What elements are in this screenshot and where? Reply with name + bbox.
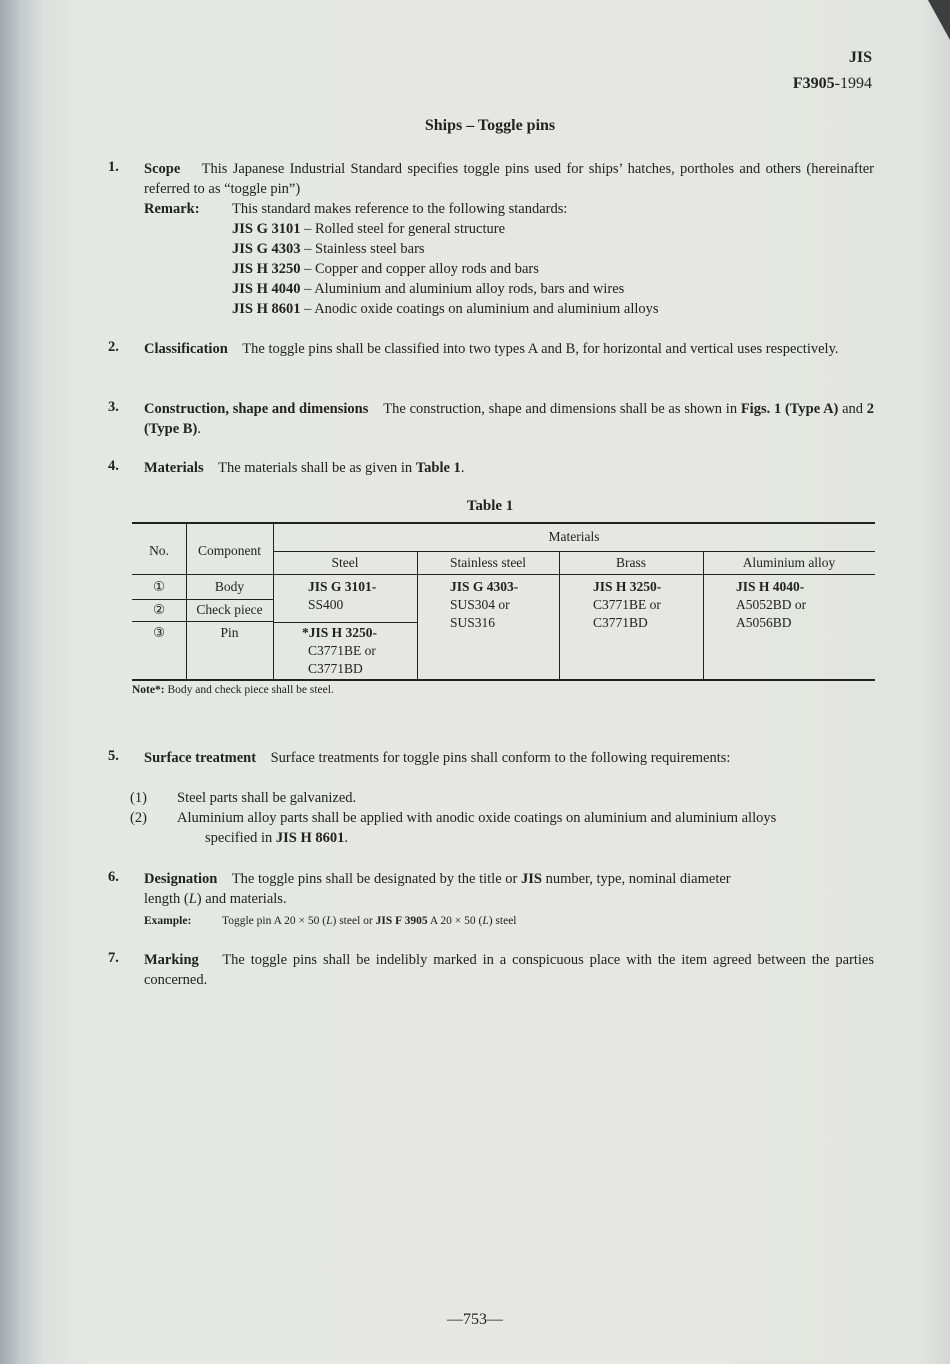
page-number: —753—	[447, 1311, 503, 1328]
page-title: Ships – Toggle pins	[424, 117, 556, 134]
list-item-text: Steel parts shall be galvanized.	[177, 790, 357, 806]
list-item-number: (2)	[130, 810, 147, 826]
stainless-material: JIS G 4303- SUS304 or SUS316	[450, 579, 519, 630]
row-no: ①	[152, 579, 166, 594]
header-aluminium: Aluminium alloy	[742, 555, 836, 570]
section-6-number: 6.	[108, 869, 119, 885]
section-4-text: Materials The materials shall be as given in Table 1.	[144, 460, 465, 476]
brass-material: JIS H 3250- C3771BE or C3771BD	[593, 579, 662, 630]
reference-item: JIS H 4040 – Aluminium and aluminium alloy rods, bars and wires	[232, 281, 625, 297]
table-note: Note*: Body and check piece shall be steel.	[132, 684, 334, 696]
table-rule	[132, 574, 875, 575]
table-rule	[132, 679, 875, 681]
remark-text: This standard makes reference to the following standards:	[232, 201, 568, 217]
example-text: Toggle pin A 20 × 50 (L) steel or JIS F 3905 A 20 × 50 (L) steel	[222, 915, 517, 927]
header-number: F3905-1994	[792, 75, 872, 92]
list-item-number: (1)	[130, 790, 147, 806]
row-component: Pin	[220, 625, 239, 640]
row-no: ②	[152, 602, 166, 617]
section-7-text: Marking The toggle pins shall be indelibly marked in a conspicuous place with the item agreed between the parties concerned.	[144, 952, 874, 988]
materials-table	[132, 522, 875, 682]
row-component: Body	[214, 579, 245, 594]
table-rule	[132, 522, 875, 524]
header-stainless: Stainless steel	[449, 555, 527, 570]
section-7-number: 7.	[108, 950, 119, 966]
table-caption: Table 1	[466, 498, 514, 514]
header-steel: Steel	[331, 555, 359, 570]
section-5-number: 5.	[108, 748, 119, 764]
section-3-number: 3.	[108, 399, 119, 415]
reference-item: JIS G 3101 – Rolled steel for general structure	[232, 221, 506, 237]
header-standard: JIS	[848, 49, 872, 66]
header-brass: Brass	[616, 555, 646, 570]
section-2-number: 2.	[108, 339, 119, 355]
steel-body-material: JIS G 3101- SS400	[308, 579, 377, 612]
section-6-text: Designation The toggle pins shall be designated by the title or JIS number, type, nominal diameter length (L) and materials.	[144, 871, 731, 907]
row-no: ③	[152, 625, 166, 640]
steel-pin-material: *JIS H 3250- C3771BE or C3771BD	[302, 625, 378, 676]
table-rule	[132, 621, 273, 622]
section-4-number: 4.	[108, 458, 119, 474]
table-rule	[273, 622, 417, 623]
section-1-text: Scope This Japanese Industrial Standard specifies toggle pins used for ships’ hatches, portholes and others (hereinafter referred to as “toggle pin”)	[144, 161, 875, 197]
row-component: Check piece	[196, 602, 263, 617]
reference-item: JIS H 3250 – Copper and copper alloy rods and bars	[232, 261, 539, 277]
table-rule	[132, 599, 273, 600]
remark-label: Remark:	[144, 201, 200, 217]
header-materials: Materials	[548, 529, 600, 544]
reference-item: JIS H 8601 – Anodic oxide coatings on aluminium and aluminium alloys	[232, 301, 659, 317]
reference-item: JIS G 4303 – Stainless steel bars	[232, 241, 425, 257]
section-3-text: Construction, shape and dimensions The construction, shape and dimensions shall be as shown in Figs. 1 (Type A) and 2 (Type B).	[144, 401, 875, 437]
list-item-text-continued: specified in JIS H 8601.	[205, 830, 348, 846]
section-2-text: Classification The toggle pins shall be classified into two types A and B, for horizontal and vertical uses respectively.	[144, 341, 839, 357]
example-label: Example:	[144, 915, 192, 927]
aluminium-material: JIS H 4040- A5052BD or A5056BD	[736, 579, 807, 630]
header-no: No.	[149, 543, 169, 558]
section-1-number: 1.	[108, 159, 119, 175]
section-5-text: Surface treatment Surface treatments for toggle pins shall conform to the following requirements:	[144, 750, 731, 766]
list-item-text: Aluminium alloy parts shall be applied with anodic oxide coatings on aluminium and aluminium alloys	[177, 810, 777, 826]
header-component: Component	[198, 543, 261, 558]
table-rule	[273, 551, 875, 552]
page-corner	[928, 0, 950, 40]
